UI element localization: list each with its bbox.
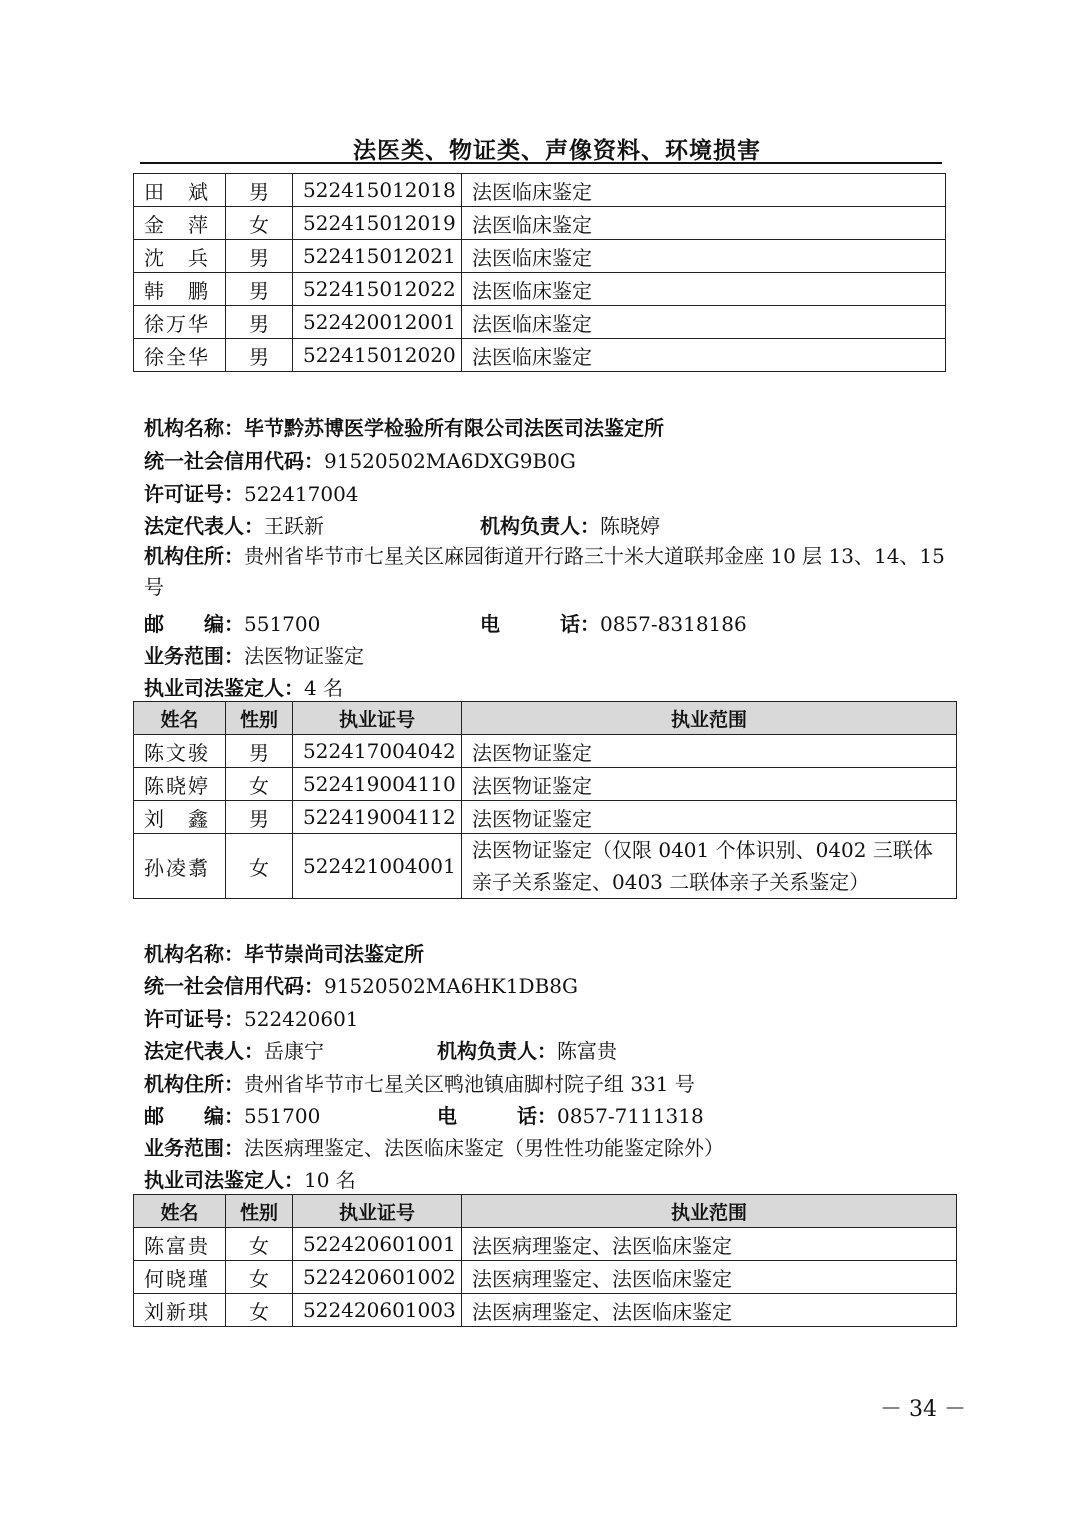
expert-gender: 女	[226, 207, 293, 240]
org2-head-line	[437, 1035, 617, 1064]
expert-name: 陈晓婷	[134, 768, 226, 801]
expert-gender: 男	[226, 174, 293, 207]
expert-scope: 法医物证鉴定（仅限 0401 个体识别、0402 三联体亲子关系鉴定、0403 二联体亲子关系鉴定）	[462, 834, 957, 899]
org1-zip-line	[144, 608, 320, 637]
expert-gender: 男	[226, 801, 293, 834]
expert-scope: 法医物证鉴定	[462, 768, 957, 801]
org1-scope: 法医物证鉴定	[244, 644, 364, 668]
table-row	[134, 1228, 957, 1261]
org2-license-label: 许可证号：	[144, 1007, 244, 1031]
expert-scope: 法医临床鉴定	[462, 174, 946, 207]
table-header-row	[134, 1195, 957, 1228]
org2-scope: 法医病理鉴定、法医临床鉴定（男性性功能鉴定除外）	[244, 1136, 724, 1160]
expert-license-no: 522419004112	[293, 801, 462, 834]
org2-tel-line	[437, 1100, 704, 1129]
col-header-license: 执业证号	[293, 1195, 462, 1228]
expert-scope: 法医临床鉴定	[462, 339, 946, 372]
expert-gender: 男	[226, 273, 293, 306]
org2-experts-table	[133, 1194, 957, 1327]
expert-scope: 法医病理鉴定、法医临床鉴定	[462, 1228, 957, 1261]
expert-gender: 男	[226, 339, 293, 372]
expert-name: 刘 鑫	[134, 801, 226, 834]
expert-name: 何晓瑾	[134, 1261, 226, 1294]
table-row	[134, 306, 946, 339]
col-header-gender: 性别	[226, 702, 293, 735]
expert-gender: 女	[226, 768, 293, 801]
org1-credit-label: 统一社会信用代码：	[144, 449, 324, 473]
expert-gender: 男	[226, 735, 293, 768]
org1-rep-line	[144, 510, 324, 539]
org1-tel-label: 电 话：	[480, 612, 600, 636]
org2-count-label: 执业司法鉴定人：	[144, 1168, 304, 1192]
org1-license-no: 522417004	[244, 482, 359, 506]
expert-name: 沈 兵	[134, 240, 226, 273]
org2-name: 毕节崇尚司法鉴定所	[244, 942, 424, 966]
expert-gender: 女	[226, 1261, 293, 1294]
org1-credit-line	[144, 445, 576, 474]
org2-credit-line	[144, 970, 578, 999]
org1-experts-table	[133, 701, 957, 899]
org1-tel: 0857-8318186	[600, 612, 747, 636]
expert-scope: 法医临床鉴定	[462, 240, 946, 273]
org1-license-line	[144, 478, 359, 507]
expert-license-no: 522417004042	[293, 735, 462, 768]
org1-scope-label: 业务范围：	[144, 644, 244, 668]
org2-zip: 551700	[244, 1104, 321, 1128]
expert-name: 孙凌翥	[134, 834, 226, 899]
org2-name-line	[144, 938, 424, 967]
expert-name: 刘新琪	[134, 1294, 226, 1327]
org1-head-label: 机构负责人：	[480, 514, 600, 538]
expert-license-no: 522415012022	[293, 273, 462, 306]
expert-gender: 女	[226, 834, 293, 899]
org2-zip-line	[144, 1100, 320, 1129]
expert-license-no: 522421004001	[293, 834, 462, 899]
expert-license-no: 522415012019	[293, 207, 462, 240]
org1-license-label: 许可证号：	[144, 482, 244, 506]
expert-scope: 法医物证鉴定	[462, 735, 957, 768]
col-header-scope: 执业范围	[462, 702, 957, 735]
expert-name: 田 斌	[134, 174, 226, 207]
org2-zip-label: 邮 编：	[144, 1104, 244, 1128]
expert-license-no: 522420601001	[293, 1228, 462, 1261]
org2-tel: 0857-7111318	[557, 1104, 704, 1128]
org1-zip-label: 邮 编：	[144, 612, 244, 636]
org2-address-label: 机构住所：	[144, 1072, 244, 1096]
expert-license-no: 522415012020	[293, 339, 462, 372]
org2-head-label: 机构负责人：	[437, 1039, 557, 1063]
org2-credit-label: 统一社会信用代码：	[144, 974, 324, 998]
org1-rep-label: 法定代表人：	[144, 514, 264, 538]
expert-scope: 法医病理鉴定、法医临床鉴定	[462, 1294, 957, 1327]
org1-expert-count: 4 名	[304, 676, 344, 700]
org2-expert-count: 10 名	[304, 1168, 356, 1192]
org2-rep-line	[144, 1035, 324, 1064]
org1-name: 毕节黔苏博医学检验所有限公司法医司法鉴定所	[244, 416, 664, 440]
org1-count-label: 执业司法鉴定人：	[144, 676, 304, 700]
expert-license-no: 522419004110	[293, 768, 462, 801]
org1-count-line	[144, 672, 343, 701]
org1-zip: 551700	[244, 612, 321, 636]
org1-credit-code: 91520502MA6DXG9B0G	[324, 449, 576, 473]
org2-rep-label: 法定代表人：	[144, 1039, 264, 1063]
table-row	[134, 339, 946, 372]
org2-legal-rep: 岳康宁	[264, 1039, 324, 1063]
org2-head: 陈富贵	[557, 1039, 617, 1063]
table-row	[134, 801, 957, 834]
col-header-license: 执业证号	[293, 702, 462, 735]
col-header-gender: 性别	[226, 1195, 293, 1228]
col-header-name: 姓名	[134, 1195, 226, 1228]
expert-scope: 法医物证鉴定	[462, 801, 957, 834]
org1-legal-rep: 王跃新	[264, 514, 324, 538]
running-header-title: 法医类、物证类、声像资料、环境损害	[353, 138, 761, 164]
expert-license-no: 522420012001	[293, 306, 462, 339]
expert-scope: 法医病理鉴定、法医临床鉴定	[462, 1261, 957, 1294]
table-header-row	[134, 702, 957, 735]
org2-address-line	[144, 1068, 695, 1097]
expert-scope: 法医临床鉴定	[462, 207, 946, 240]
table-row	[134, 174, 946, 207]
expert-license-no: 522420601002	[293, 1261, 462, 1294]
org1-head-line	[480, 510, 660, 539]
org2-license-no: 522420601	[244, 1007, 359, 1031]
org1-name-label: 机构名称：	[144, 416, 244, 440]
expert-name: 徐万华	[134, 306, 226, 339]
org2-count-line	[144, 1164, 356, 1193]
org1-name-line	[144, 412, 664, 441]
org2-scope-line	[144, 1132, 724, 1161]
org2-scope-label: 业务范围：	[144, 1136, 244, 1160]
table-row	[134, 834, 957, 899]
expert-license-no: 522415012021	[293, 240, 462, 273]
org2-address: 贵州省毕节市七星关区鸭池镇庙脚村院子组 331 号	[244, 1072, 695, 1096]
table-row	[134, 768, 957, 801]
expert-name: 金 萍	[134, 207, 226, 240]
table-row	[134, 240, 946, 273]
col-header-name: 姓名	[134, 702, 226, 735]
header-rule	[140, 162, 942, 164]
table-row	[134, 273, 946, 306]
expert-name: 陈富贵	[134, 1228, 226, 1261]
expert-gender: 男	[226, 306, 293, 339]
table-row	[134, 1294, 957, 1327]
org2-name-label: 机构名称：	[144, 942, 244, 966]
expert-gender: 女	[226, 1294, 293, 1327]
org2-license-line	[144, 1003, 359, 1032]
org1-scope-line	[144, 640, 364, 669]
org1-address: 贵州省毕节市七星关区麻园街道开行路三十米大道联邦金座 10 层 13、14、15 号	[144, 544, 945, 599]
table-row	[134, 735, 957, 768]
org1-address-label: 机构住所：	[144, 544, 244, 568]
org1-tel-line	[480, 608, 747, 637]
table-row	[134, 1261, 957, 1294]
expert-scope: 法医临床鉴定	[462, 306, 946, 339]
expert-name: 徐全华	[134, 339, 226, 372]
expert-license-no: 522420601003	[293, 1294, 462, 1327]
col-header-scope: 执业范围	[462, 1195, 957, 1228]
expert-gender: 男	[226, 240, 293, 273]
continued-experts-table	[133, 173, 946, 372]
expert-scope: 法医临床鉴定	[462, 273, 946, 306]
expert-license-no: 522415012018	[293, 174, 462, 207]
expert-name: 韩 鹏	[134, 273, 226, 306]
expert-name: 陈文骏	[134, 735, 226, 768]
org2-credit-code: 91520502MA6HK1DB8G	[324, 974, 578, 998]
org1-head: 陈晓婷	[600, 514, 660, 538]
org1-address-line	[144, 541, 954, 603]
org2-tel-label: 电 话：	[437, 1104, 557, 1128]
page-number: － 34 －	[880, 1397, 966, 1422]
expert-gender: 女	[226, 1228, 293, 1261]
table-row	[134, 207, 946, 240]
